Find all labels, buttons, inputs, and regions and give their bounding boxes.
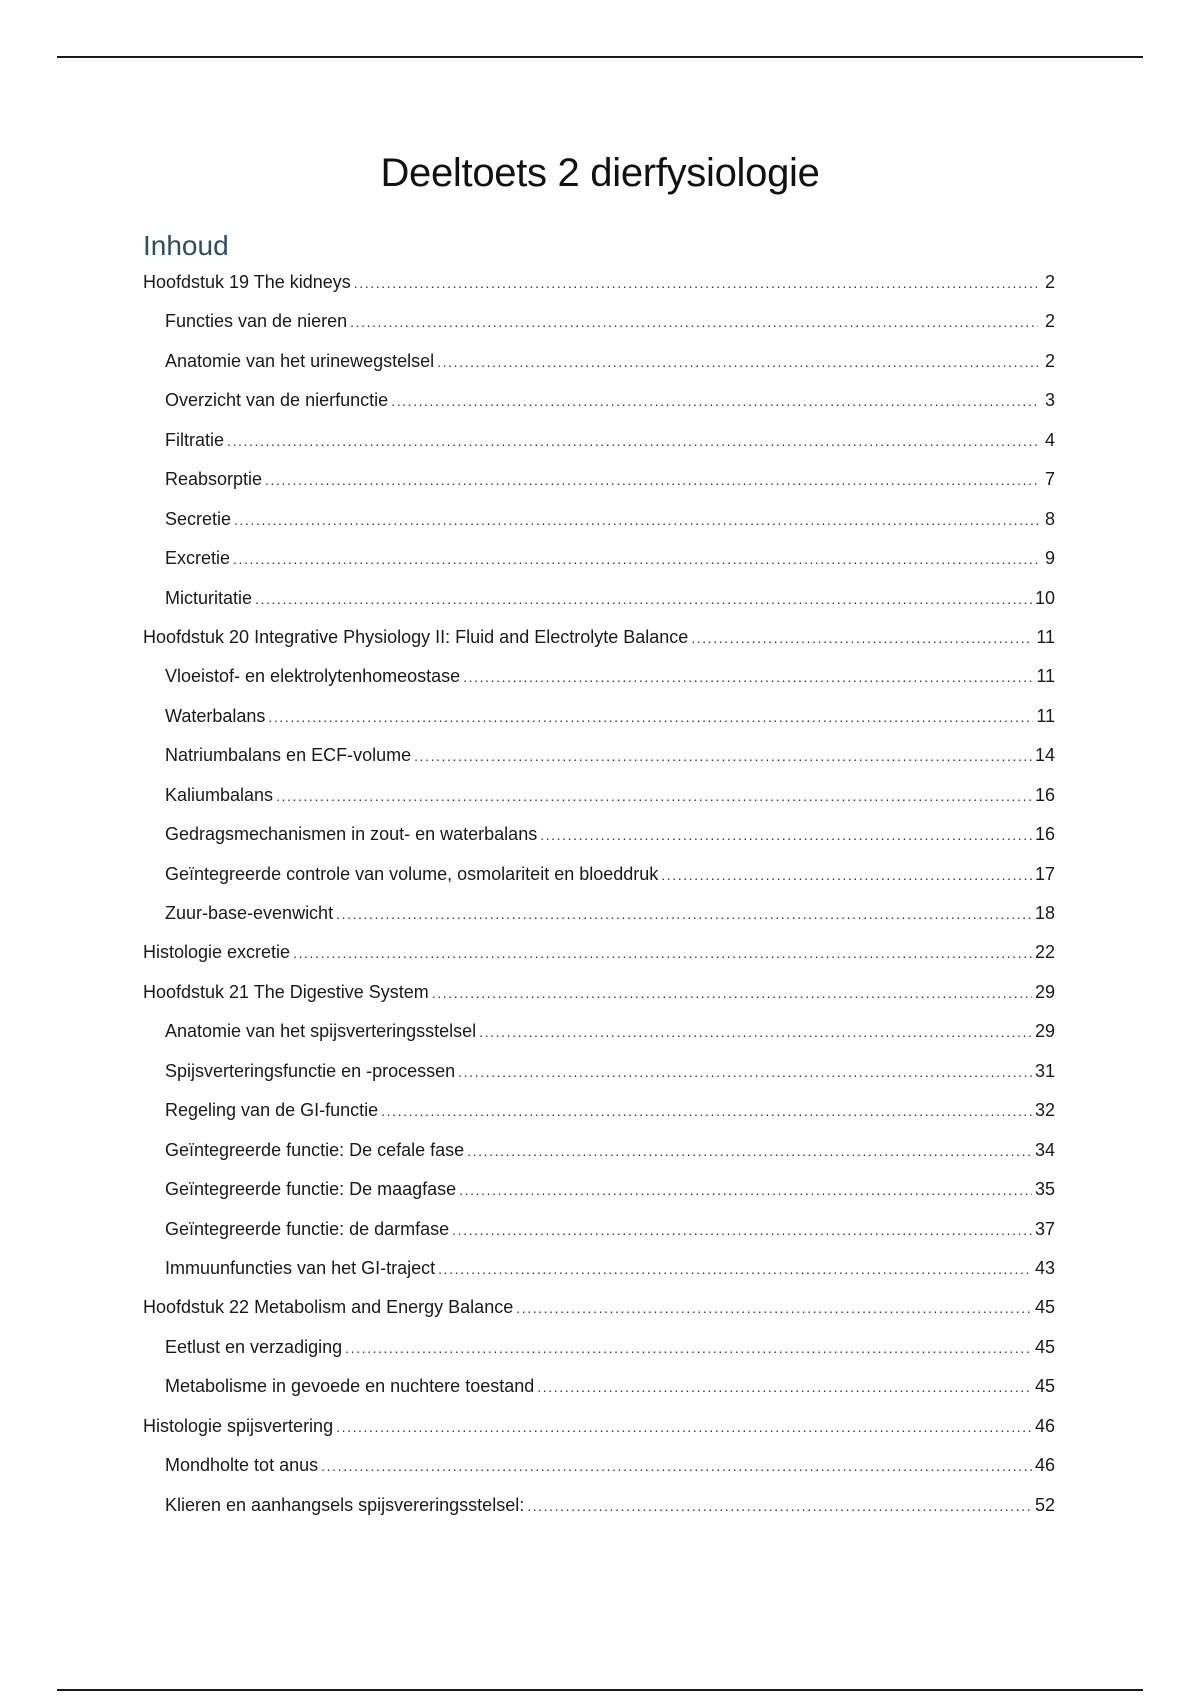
toc-entry-label: Secretie bbox=[165, 508, 232, 529]
toc-entry-line bbox=[143, 939, 1055, 966]
toc-page-number: 17 bbox=[1034, 863, 1055, 884]
toc-dot-leader bbox=[452, 1217, 1032, 1243]
toc-section-entry[interactable] bbox=[143, 348, 1055, 387]
toc-section-entry[interactable] bbox=[143, 427, 1055, 466]
toc-entry-line bbox=[165, 1452, 1055, 1479]
toc-dot-leader bbox=[414, 743, 1032, 769]
toc-page-number: 16 bbox=[1034, 784, 1055, 805]
toc-page-number: 52 bbox=[1034, 1494, 1055, 1515]
toc-section-entry[interactable] bbox=[143, 387, 1055, 426]
toc-section-entry[interactable] bbox=[143, 703, 1055, 742]
toc-entry-line bbox=[165, 663, 1055, 690]
toc-dot-leader bbox=[350, 309, 1038, 335]
toc-entry-label: Mondholte tot anus bbox=[165, 1455, 319, 1476]
toc-dot-leader bbox=[458, 1059, 1032, 1085]
toc-entry-line bbox=[143, 269, 1055, 296]
toc-entry-line bbox=[165, 703, 1055, 730]
toc-entry-label: Excretie bbox=[165, 548, 231, 569]
toc-page-number: 11 bbox=[1036, 626, 1055, 647]
toc-dot-leader bbox=[463, 664, 1033, 690]
toc-dot-leader bbox=[527, 1493, 1032, 1519]
toc-page-number: 3 bbox=[1044, 390, 1055, 411]
toc-page-number: 46 bbox=[1034, 1415, 1055, 1436]
toc-entry-label: Hoofdstuk 20 Integrative Physiology II: Fluid and Electrolyte Balance bbox=[143, 626, 689, 647]
toc-dot-leader bbox=[437, 349, 1038, 375]
toc-dot-leader bbox=[459, 1177, 1032, 1203]
toc-page-number: 31 bbox=[1034, 1060, 1055, 1081]
toc-entry-line bbox=[143, 624, 1055, 651]
toc-section-entry[interactable] bbox=[143, 1097, 1055, 1136]
page-header-rule bbox=[57, 56, 1143, 58]
toc-entry-line bbox=[165, 821, 1055, 848]
toc-section-entry[interactable] bbox=[143, 1492, 1055, 1531]
toc-page-number: 2 bbox=[1044, 311, 1055, 332]
toc-dot-leader bbox=[255, 586, 1032, 612]
toc-entry-line bbox=[165, 1216, 1055, 1243]
toc-entry-label: Anatomie van het spijsverteringsstelsel bbox=[165, 1021, 477, 1042]
toc-dot-leader bbox=[479, 1019, 1032, 1045]
toc-section-entry[interactable] bbox=[143, 782, 1055, 821]
toc-section-entry[interactable] bbox=[143, 1255, 1055, 1294]
toc-page-number: 37 bbox=[1034, 1218, 1055, 1239]
toc-page-number: 32 bbox=[1034, 1100, 1055, 1121]
toc-section-entry[interactable] bbox=[143, 308, 1055, 347]
toc-page-number: 45 bbox=[1034, 1376, 1055, 1397]
toc-entry-label: Gedragsmechanismen in zout- en waterbalans bbox=[165, 824, 538, 845]
toc-entry-label: Zuur-base-evenwicht bbox=[165, 903, 334, 923]
toc-entry-line bbox=[143, 979, 1055, 1006]
toc-entry-line bbox=[165, 1137, 1055, 1164]
toc-page-number: 35 bbox=[1034, 1179, 1055, 1200]
toc-page-number: 34 bbox=[1034, 1139, 1055, 1160]
toc-entry-line bbox=[165, 585, 1055, 612]
toc-page-number: 43 bbox=[1034, 1257, 1055, 1278]
toc-page-number: 2 bbox=[1044, 272, 1055, 292]
toc-section-entry[interactable] bbox=[143, 545, 1055, 584]
toc-entry-line bbox=[165, 900, 1055, 927]
toc-page-number: 11 bbox=[1036, 666, 1055, 687]
toc-dot-leader bbox=[227, 428, 1038, 454]
toc-entry-label: Vloeistof- en elektrolytenhomeostase bbox=[165, 666, 461, 687]
toc-dot-leader bbox=[438, 1256, 1032, 1282]
toc-entry-line bbox=[165, 348, 1055, 375]
toc-chapter-entry[interactable] bbox=[143, 1294, 1055, 1333]
toc-entry-line bbox=[165, 466, 1055, 493]
toc-entry-label: Hoofdstuk 19 The kidneys bbox=[143, 272, 351, 292]
toc-entry-line bbox=[165, 1176, 1055, 1203]
toc-dot-leader bbox=[691, 625, 1033, 651]
toc-page-number: 2 bbox=[1044, 350, 1055, 371]
toc-entry-label: Overzicht van de nierfunctie bbox=[165, 390, 389, 411]
toc-entry-line bbox=[165, 387, 1055, 414]
toc-entry-label: Reabsorptie bbox=[165, 469, 263, 490]
toc-entry-label: Functies van de nieren bbox=[165, 311, 348, 332]
toc-entry-label: Natriumbalans en ECF-volume bbox=[165, 745, 412, 766]
toc-entry-line bbox=[165, 1255, 1055, 1282]
toc-heading: Inhoud bbox=[143, 230, 229, 261]
toc-entry-line bbox=[165, 1097, 1055, 1124]
toc-entry-line bbox=[165, 545, 1055, 572]
toc-section-entry[interactable] bbox=[143, 1373, 1055, 1412]
toc-dot-leader bbox=[336, 901, 1032, 927]
toc-chapter-entry[interactable] bbox=[143, 979, 1055, 1018]
toc-section-entry[interactable] bbox=[143, 1216, 1055, 1255]
toc-entry-label: Filtratie bbox=[165, 429, 225, 450]
toc-section-entry[interactable] bbox=[143, 861, 1055, 900]
toc-page-number: 14 bbox=[1034, 745, 1055, 766]
toc-section-entry[interactable] bbox=[143, 1137, 1055, 1176]
toc-entry-line bbox=[165, 1373, 1055, 1400]
toc-entry-label: Histologie spijsvertering bbox=[143, 1415, 334, 1436]
toc-page-number: 11 bbox=[1036, 705, 1055, 726]
toc-entry-label: Hoofdstuk 21 The Digestive System bbox=[143, 981, 429, 1002]
toc-entry-label: Histologie excretie bbox=[143, 942, 291, 963]
toc-entry-line bbox=[165, 308, 1055, 335]
toc-entry-label: Geïntegreerde controle van volume, osmolariteit en bloeddruk bbox=[165, 863, 659, 884]
toc-dot-leader bbox=[265, 467, 1038, 493]
toc-entry-label: Metabolisme in gevoede en nuchtere toestand bbox=[165, 1376, 535, 1397]
toc-entry-line bbox=[165, 1018, 1055, 1045]
toc-section-entry[interactable] bbox=[143, 1058, 1055, 1097]
toc-entry-label: Geïntegreerde functie: de darmfase bbox=[165, 1218, 450, 1239]
toc-page-number: 29 bbox=[1034, 1021, 1055, 1042]
toc-page-number: 8 bbox=[1044, 508, 1055, 529]
toc-page-number: 9 bbox=[1044, 548, 1055, 569]
toc-dot-leader bbox=[432, 980, 1032, 1006]
toc-dot-leader bbox=[336, 1414, 1032, 1440]
toc-section-entry[interactable] bbox=[143, 1452, 1055, 1491]
toc-section-entry[interactable] bbox=[143, 900, 1055, 939]
toc-dot-leader bbox=[354, 270, 1038, 296]
toc-chapter-entry[interactable] bbox=[143, 624, 1055, 663]
toc-entry-label: Klieren en aanhangsels spijsvereringsstelsel: bbox=[165, 1494, 525, 1515]
toc-section-entry[interactable] bbox=[143, 1018, 1055, 1057]
toc-dot-leader bbox=[233, 546, 1038, 572]
toc-entry-label: Eetlust en verzadiging bbox=[165, 1336, 343, 1357]
toc-chapter-entry[interactable] bbox=[143, 269, 1055, 308]
toc-page-number: 4 bbox=[1044, 429, 1055, 450]
toc-entry-label: Micturitatie bbox=[165, 587, 253, 608]
toc-dot-leader bbox=[268, 704, 1033, 730]
toc-section-entry[interactable] bbox=[143, 466, 1055, 505]
toc-entry-line bbox=[165, 861, 1055, 888]
toc-dot-leader bbox=[293, 940, 1032, 966]
toc-page-number: 7 bbox=[1044, 469, 1055, 490]
toc-entry-label: Geïntegreerde functie: De maagfase bbox=[165, 1179, 457, 1200]
toc-section-entry[interactable] bbox=[143, 1176, 1055, 1215]
toc-entry-line bbox=[165, 1058, 1055, 1085]
toc-entry-label: Anatomie van het urinewegstelsel bbox=[165, 350, 435, 371]
toc-section-entry[interactable] bbox=[143, 742, 1055, 781]
toc-dot-leader bbox=[537, 1374, 1032, 1400]
toc-page-number: 18 bbox=[1034, 903, 1055, 923]
page-footer-rule bbox=[57, 1689, 1143, 1691]
toc-entry-line bbox=[143, 1413, 1055, 1440]
toc-dot-leader bbox=[321, 1453, 1032, 1479]
toc-section-entry[interactable] bbox=[143, 1334, 1055, 1373]
table-of-contents bbox=[143, 269, 1055, 1531]
toc-page-number: 16 bbox=[1034, 824, 1055, 845]
toc-dot-leader bbox=[467, 1138, 1032, 1164]
toc-dot-leader bbox=[381, 1098, 1032, 1124]
toc-entry-label: Regeling van de GI-functie bbox=[165, 1100, 379, 1121]
toc-entry-line bbox=[165, 506, 1055, 533]
toc-section-entry[interactable] bbox=[143, 663, 1055, 702]
toc-dot-leader bbox=[276, 783, 1032, 809]
toc-entry-line bbox=[165, 1492, 1055, 1519]
toc-page-number: 46 bbox=[1034, 1455, 1055, 1476]
toc-dot-leader bbox=[391, 388, 1038, 414]
toc-dot-leader bbox=[516, 1295, 1032, 1321]
toc-chapter-entry[interactable] bbox=[143, 1413, 1055, 1452]
toc-entry-label: Geïntegreerde functie: De cefale fase bbox=[165, 1139, 465, 1160]
toc-entry-label: Spijsverteringsfunctie en -processen bbox=[165, 1060, 456, 1081]
toc-dot-leader bbox=[661, 862, 1032, 888]
toc-entry-line bbox=[165, 742, 1055, 769]
toc-entry-line bbox=[165, 782, 1055, 809]
toc-page-number: 45 bbox=[1034, 1336, 1055, 1357]
toc-entry-label: Hoofdstuk 22 Metabolism and Energy Balance bbox=[143, 1297, 514, 1318]
toc-page-number: 22 bbox=[1034, 942, 1055, 963]
toc-entry-line bbox=[165, 1334, 1055, 1361]
toc-section-entry[interactable] bbox=[143, 821, 1055, 860]
toc-section-entry[interactable] bbox=[143, 506, 1055, 545]
toc-entry-label: Kaliumbalans bbox=[165, 784, 274, 805]
toc-entry-line bbox=[143, 1294, 1055, 1321]
toc-entry-line bbox=[165, 427, 1055, 454]
document-title: Deeltoets 2 dierfysiologie bbox=[380, 151, 820, 195]
toc-page-number: 45 bbox=[1034, 1297, 1055, 1318]
toc-dot-leader bbox=[345, 1335, 1032, 1361]
toc-entry-label: Waterbalans bbox=[165, 705, 266, 726]
toc-entry-label: Immuunfuncties van het GI-traject bbox=[165, 1257, 436, 1278]
toc-page-number: 29 bbox=[1034, 981, 1055, 1002]
toc-dot-leader bbox=[234, 507, 1038, 533]
toc-page-number: 10 bbox=[1034, 587, 1055, 608]
toc-chapter-entry[interactable] bbox=[143, 939, 1055, 978]
toc-dot-leader bbox=[540, 822, 1032, 848]
toc-section-entry[interactable] bbox=[143, 585, 1055, 624]
